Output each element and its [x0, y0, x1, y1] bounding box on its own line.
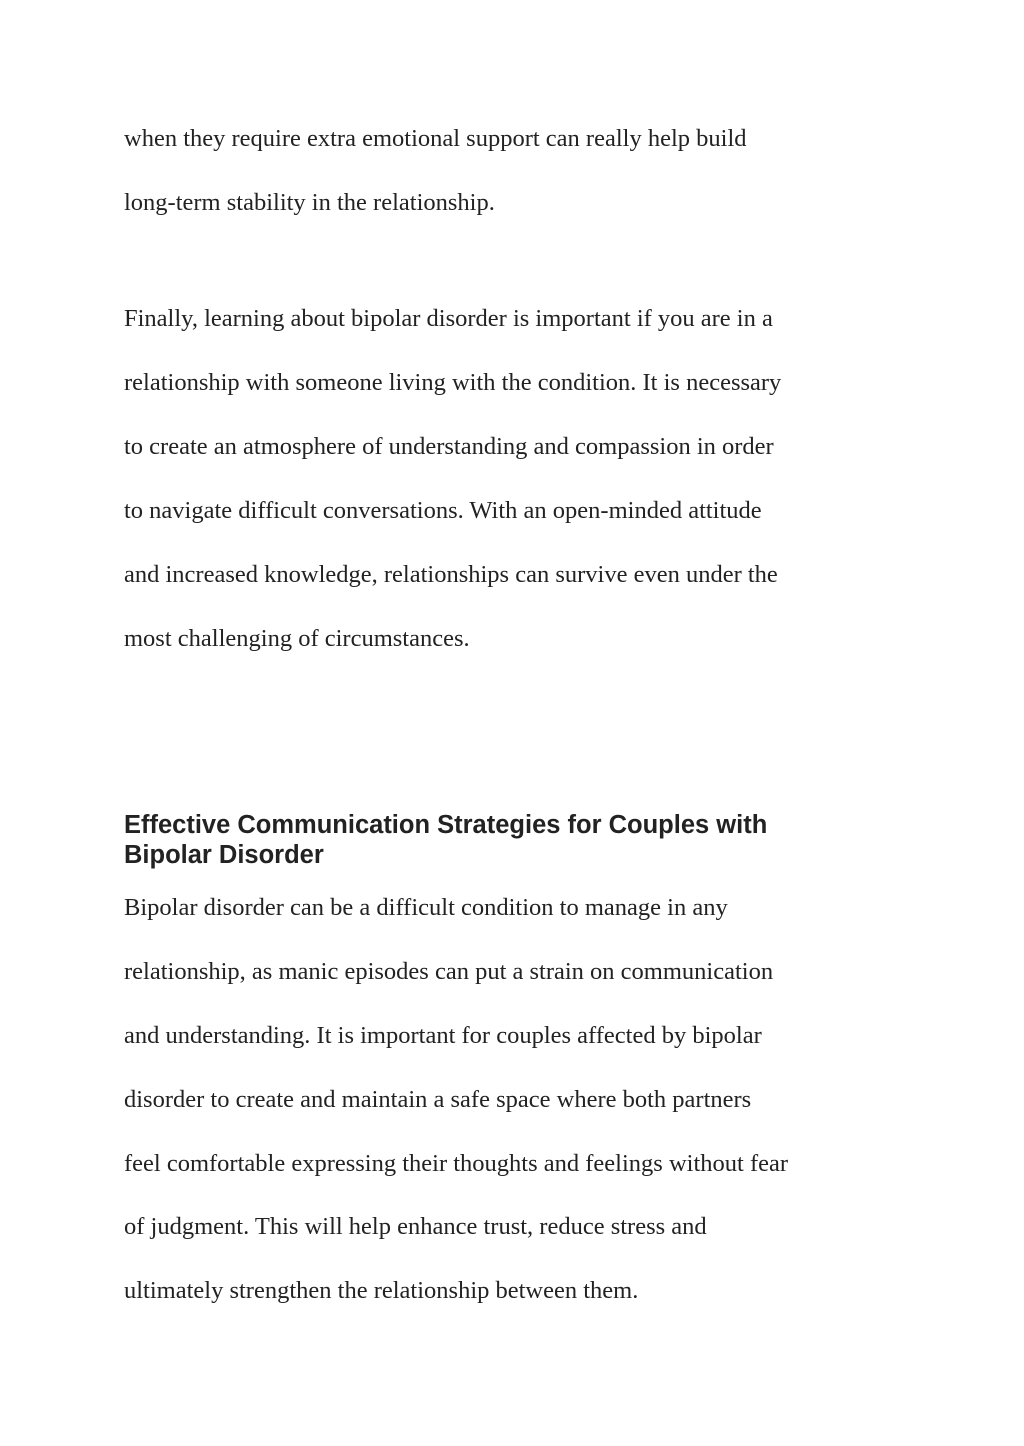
text-line: Finally, learning about bipolar disorder is important if you are in a — [124, 305, 773, 332]
text-line: relationship, as manic episodes can put a strain on communication — [124, 958, 774, 985]
text-line: disorder to create and maintain a safe space where both partners — [124, 1086, 752, 1113]
heading-line: Bipolar Disorder — [124, 841, 324, 869]
text-line: most challenging of circumstances. — [124, 625, 470, 652]
text-line: relationship with someone living with the condition. It is necessary — [124, 369, 782, 396]
heading-line: Effective Communication Strategies for Couples with — [124, 811, 768, 839]
text-line: to create an atmosphere of understanding and compassion in order — [124, 433, 774, 460]
text-line: Bipolar disorder can be a difficult condition to manage in any — [124, 894, 728, 921]
text-line: long-term stability in the relationship. — [124, 189, 495, 216]
text-line: to navigate difficult conversations. With an open-minded attitude — [124, 497, 762, 524]
text-line: ultimately strengthen the relationship between them. — [124, 1277, 639, 1304]
text-line: feel comfortable expressing their thoughts and feelings without fear — [124, 1150, 789, 1177]
text-line: when they require extra emotional support can really help build — [124, 125, 747, 152]
text-line: of judgment. This will help enhance trust, reduce stress and — [124, 1213, 707, 1240]
text-line: and understanding. It is important for couples affected by bipolar — [124, 1022, 762, 1049]
text-line: and increased knowledge, relationships can survive even under the — [124, 561, 778, 588]
